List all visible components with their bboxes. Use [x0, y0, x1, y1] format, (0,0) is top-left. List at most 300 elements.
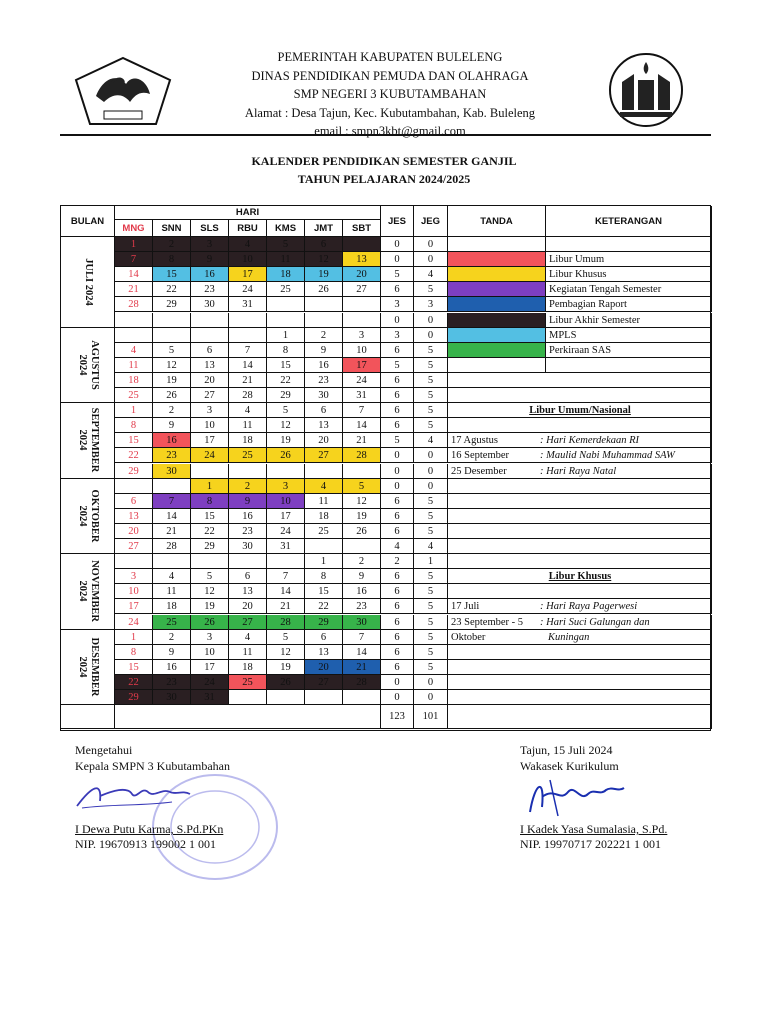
jeg-cell: 4	[414, 539, 448, 554]
day-cell: 11	[153, 584, 191, 599]
left-signature	[72, 776, 202, 816]
day-cell: 17	[343, 358, 381, 373]
day-cell: 29	[115, 690, 153, 705]
note-row	[448, 645, 712, 660]
day-cell: 1	[115, 403, 153, 418]
month-label-text: DESEMBER 2024	[76, 637, 100, 697]
day-cell: 28	[267, 615, 305, 630]
day-cell: 12	[153, 358, 191, 373]
header-kms: KMS	[267, 220, 305, 237]
libur-khusus-date: 17 Juli	[451, 601, 480, 613]
day-cell: 19	[191, 599, 229, 614]
day-cell: 10	[115, 584, 153, 599]
day-cell: 18	[115, 373, 153, 388]
day-cell: 5	[191, 569, 229, 584]
day-cell	[343, 237, 381, 252]
day-cell: 25	[115, 388, 153, 403]
jes-cell: 6	[381, 388, 414, 403]
day-cell: 30	[229, 539, 267, 554]
day-cell	[305, 464, 343, 479]
jeg-cell: 4	[414, 267, 448, 282]
right-signature	[520, 772, 630, 822]
right-signer-nip: NIP. 19970717 202221 1 001	[520, 837, 662, 851]
header-hari: HARI	[115, 206, 381, 220]
jes-cell: 3	[381, 297, 414, 312]
header-snn: SNN	[153, 220, 191, 237]
day-cell: 2	[343, 554, 381, 569]
jes-cell: 0	[381, 675, 414, 690]
jes-cell: 6	[381, 509, 414, 524]
day-cell: 20	[115, 524, 153, 539]
day-cell: 4	[229, 403, 267, 418]
day-cell	[229, 464, 267, 479]
day-cell: 7	[153, 494, 191, 509]
left-signer-nip: NIP. 19670913 199002 1 001	[75, 837, 217, 851]
day-cell	[153, 313, 191, 328]
day-cell	[343, 690, 381, 705]
jes-cell: 6	[381, 584, 414, 599]
day-cell: 20	[343, 267, 381, 282]
jeg-cell: 4	[414, 433, 448, 448]
jeg-cell: 5	[414, 358, 448, 373]
day-cell: 2	[153, 403, 191, 418]
day-cell: 21	[115, 282, 153, 297]
day-cell: 22	[115, 675, 153, 690]
jes-cell: 0	[381, 252, 414, 267]
day-cell: 4	[305, 479, 343, 494]
day-cell: 19	[267, 660, 305, 675]
total-blank	[61, 705, 115, 729]
month-label	[61, 328, 115, 404]
day-cell: 7	[229, 343, 267, 358]
day-cell: 15	[153, 267, 191, 282]
month-label-text: JULI 2024	[82, 258, 94, 306]
day-cell: 3	[191, 403, 229, 418]
jes-cell: 2	[381, 554, 414, 569]
day-cell: 8	[305, 569, 343, 584]
jeg-cell: 0	[414, 237, 448, 252]
right-sign-line1: Tajun, 15 Juli 2024	[520, 743, 613, 757]
day-cell: 23	[153, 448, 191, 463]
day-cell: 18	[229, 433, 267, 448]
day-cell	[305, 539, 343, 554]
day-cell: 24	[115, 615, 153, 630]
day-cell: 26	[305, 282, 343, 297]
legend-swatch	[448, 297, 546, 312]
day-cell: 19	[267, 433, 305, 448]
day-cell: 30	[343, 615, 381, 630]
left-signer-name: I Dewa Putu Karma, S.Pd.PKn	[75, 822, 224, 836]
legend-label: Kegiatan Tengah Semester	[546, 282, 712, 297]
day-cell: 14	[267, 584, 305, 599]
day-cell: 3	[267, 479, 305, 494]
day-cell: 18	[267, 267, 305, 282]
day-cell: 16	[305, 358, 343, 373]
day-cell: 7	[267, 569, 305, 584]
day-cell: 21	[267, 599, 305, 614]
libur-umum-desc: : Hari Kemerdekaan RI	[540, 435, 640, 447]
day-cell: 5	[343, 479, 381, 494]
day-cell: 2	[305, 328, 343, 343]
day-cell: 14	[229, 358, 267, 373]
day-cell: 30	[153, 690, 191, 705]
day-cell: 10	[191, 418, 229, 433]
jes-cell: 6	[381, 403, 414, 418]
day-cell: 29	[153, 297, 191, 312]
day-cell	[191, 554, 229, 569]
jeg-cell: 5	[414, 388, 448, 403]
month-label	[61, 403, 115, 479]
jeg-cell: 0	[414, 328, 448, 343]
day-cell: 21	[343, 660, 381, 675]
header-jmt: JMT	[305, 220, 343, 237]
day-cell: 13	[191, 358, 229, 373]
day-cell: 16	[153, 433, 191, 448]
day-cell: 18	[153, 599, 191, 614]
libur-umum-desc: : Hari Raya Natal	[540, 465, 617, 477]
day-cell: 7	[115, 252, 153, 267]
jeg-cell: 3	[414, 297, 448, 312]
jes-cell: 6	[381, 524, 414, 539]
legend-blank	[448, 358, 546, 373]
jeg-cell: 5	[414, 494, 448, 509]
header-divider	[60, 134, 711, 136]
jes-cell: 6	[381, 494, 414, 509]
day-cell: 17	[267, 509, 305, 524]
day-cell: 26	[267, 448, 305, 463]
calendar-table	[60, 205, 711, 731]
header-email: email : smpn3kbt@gmail.com	[314, 124, 466, 138]
note-row	[448, 524, 712, 539]
legend-swatch	[448, 343, 546, 358]
header-address: Alamat : Desa Tajun, Kec. Kubutambahan, Kab. Buleleng	[244, 105, 536, 120]
jeg-cell: 5	[414, 599, 448, 614]
day-cell: 31	[267, 539, 305, 554]
day-cell: 29	[191, 539, 229, 554]
right-sign-line2: Wakasek Kurikulum	[520, 759, 619, 773]
day-cell: 11	[115, 358, 153, 373]
note-row	[448, 675, 712, 690]
day-cell	[115, 328, 153, 343]
day-cell: 31	[343, 388, 381, 403]
day-cell: 22	[115, 448, 153, 463]
day-cell: 3	[343, 328, 381, 343]
day-cell: 13	[343, 252, 381, 267]
day-cell: 31	[191, 690, 229, 705]
day-cell	[229, 554, 267, 569]
day-cell: 6	[305, 403, 343, 418]
day-cell: 19	[343, 509, 381, 524]
day-cell	[191, 328, 229, 343]
day-cell: 7	[343, 403, 381, 418]
document-title: KALENDER PENDIDIKAN SEMESTER GANJIL	[251, 154, 517, 168]
month-label-text: NOVEMBER 2024	[76, 560, 100, 623]
jes-cell: 6	[381, 418, 414, 433]
legend-swatch	[448, 313, 546, 328]
header-jes: JES	[381, 206, 414, 237]
day-cell	[229, 690, 267, 705]
day-cell: 4	[115, 343, 153, 358]
day-cell	[153, 479, 191, 494]
header-tanda: TANDA	[448, 206, 546, 237]
day-cell: 10	[229, 252, 267, 267]
day-cell: 17	[191, 660, 229, 675]
day-cell: 9	[153, 418, 191, 433]
day-cell: 4	[153, 569, 191, 584]
day-cell: 1	[115, 630, 153, 645]
day-cell	[305, 690, 343, 705]
jes-cell: 5	[381, 433, 414, 448]
legend-label: Perkiraan SAS	[546, 343, 712, 358]
header-line1: PEMERINTAH KABUPATEN BULELENG	[277, 50, 503, 64]
day-cell: 16	[343, 584, 381, 599]
day-cell	[153, 554, 191, 569]
day-cell	[191, 313, 229, 328]
header-rbu: RBU	[229, 220, 267, 237]
jeg-cell: 5	[414, 645, 448, 660]
jeg-cell: 5	[414, 282, 448, 297]
day-cell: 26	[343, 524, 381, 539]
day-cell: 21	[343, 433, 381, 448]
libur-umum-date: 16 September	[451, 450, 510, 462]
day-cell: 30	[191, 297, 229, 312]
day-cell: 14	[343, 645, 381, 660]
day-cell: 25	[229, 675, 267, 690]
day-cell	[305, 297, 343, 312]
total-jeg: 101	[414, 705, 448, 729]
day-cell	[343, 539, 381, 554]
day-cell: 31	[229, 297, 267, 312]
day-cell: 28	[229, 388, 267, 403]
day-cell: 8	[153, 252, 191, 267]
day-cell: 29	[115, 464, 153, 479]
day-cell: 2	[229, 479, 267, 494]
day-cell: 12	[191, 584, 229, 599]
jeg-cell: 0	[414, 448, 448, 463]
legend-blank	[448, 237, 546, 252]
day-cell: 23	[153, 675, 191, 690]
day-cell: 22	[191, 524, 229, 539]
day-cell: 16	[191, 267, 229, 282]
jes-cell: 5	[381, 267, 414, 282]
day-cell	[343, 313, 381, 328]
day-cell: 15	[115, 433, 153, 448]
libur-khusus-title: Libur Khusus	[548, 571, 612, 583]
jes-cell: 6	[381, 282, 414, 297]
jes-cell: 3	[381, 328, 414, 343]
day-cell: 5	[153, 343, 191, 358]
day-cell: 7	[343, 630, 381, 645]
day-cell: 25	[153, 615, 191, 630]
day-cell: 17	[115, 599, 153, 614]
libur-khusus-date: Oktober	[451, 631, 486, 643]
day-cell: 19	[153, 373, 191, 388]
note-row	[448, 373, 712, 388]
jes-cell: 6	[381, 630, 414, 645]
day-cell: 27	[115, 539, 153, 554]
jeg-cell: 5	[414, 615, 448, 630]
header-line2: DINAS PENDIDIKAN PEMUDA DAN OLAHRAGA	[251, 68, 529, 83]
day-cell: 8	[115, 645, 153, 660]
libur-khusus-desc: : Hari Suci Galungan dan	[540, 616, 650, 628]
jeg-cell: 5	[414, 509, 448, 524]
day-cell: 16	[153, 660, 191, 675]
legend-swatch	[448, 328, 546, 343]
jes-cell: 6	[381, 569, 414, 584]
day-cell: 1	[267, 328, 305, 343]
month-label-text: AGUSTUS 2024	[76, 340, 100, 390]
jeg-cell: 0	[414, 313, 448, 328]
day-cell	[305, 313, 343, 328]
day-cell: 18	[305, 509, 343, 524]
day-cell: 15	[191, 509, 229, 524]
day-cell: 24	[191, 675, 229, 690]
day-cell: 25	[267, 282, 305, 297]
day-cell: 25	[305, 524, 343, 539]
day-cell: 21	[229, 373, 267, 388]
day-cell: 26	[191, 615, 229, 630]
day-cell: 15	[305, 584, 343, 599]
day-cell: 24	[229, 282, 267, 297]
day-cell: 27	[229, 615, 267, 630]
day-cell	[267, 690, 305, 705]
legend-swatch	[448, 282, 546, 297]
day-cell: 21	[153, 524, 191, 539]
day-cell	[115, 554, 153, 569]
header-sbt: SBT	[343, 220, 381, 237]
month-label-text: SEPTEMBER 2024	[76, 407, 100, 473]
legend-blank	[546, 358, 712, 373]
day-cell: 4	[229, 237, 267, 252]
note-row	[448, 690, 712, 705]
day-cell: 22	[153, 282, 191, 297]
jeg-cell: 5	[414, 630, 448, 645]
day-cell	[267, 313, 305, 328]
day-cell: 9	[153, 645, 191, 660]
day-cell: 30	[153, 464, 191, 479]
day-cell	[229, 328, 267, 343]
jeg-cell: 0	[414, 464, 448, 479]
jeg-cell: 5	[414, 569, 448, 584]
legend-swatch	[448, 267, 546, 282]
day-cell: 10	[343, 343, 381, 358]
day-cell: 11	[229, 645, 267, 660]
day-cell: 22	[267, 373, 305, 388]
day-cell: 3	[191, 237, 229, 252]
left-sign-line1: Mengetahui	[75, 743, 133, 757]
jes-cell: 0	[381, 313, 414, 328]
day-cell: 3	[115, 569, 153, 584]
libur-khusus-date: 23 September - 5	[451, 616, 524, 628]
month-label	[61, 554, 115, 630]
day-cell: 9	[229, 494, 267, 509]
legend-label: Libur Khusus	[546, 267, 712, 282]
day-cell: 5	[267, 630, 305, 645]
legend-label: MPLS	[546, 328, 712, 343]
day-cell: 20	[191, 373, 229, 388]
day-cell: 27	[305, 448, 343, 463]
day-cell: 9	[191, 252, 229, 267]
header-jeg: JEG	[414, 206, 448, 237]
note-row	[448, 554, 712, 569]
jes-cell: 5	[381, 358, 414, 373]
day-cell: 1	[191, 479, 229, 494]
day-cell: 9	[343, 569, 381, 584]
day-cell: 1	[115, 237, 153, 252]
header-bulan: BULAN	[61, 206, 115, 237]
day-cell: 11	[305, 494, 343, 509]
note-row	[448, 388, 712, 403]
day-cell: 12	[305, 252, 343, 267]
total-blank	[115, 705, 381, 729]
day-cell: 22	[305, 599, 343, 614]
jeg-cell: 5	[414, 343, 448, 358]
day-cell: 20	[305, 433, 343, 448]
day-cell	[267, 554, 305, 569]
day-cell: 14	[153, 509, 191, 524]
day-cell: 19	[305, 267, 343, 282]
day-cell: 28	[153, 539, 191, 554]
day-cell: 12	[267, 645, 305, 660]
month-label	[61, 237, 115, 328]
day-cell: 5	[267, 403, 305, 418]
day-cell: 11	[229, 418, 267, 433]
jeg-cell: 1	[414, 554, 448, 569]
day-cell: 5	[267, 237, 305, 252]
legend-label: Libur Akhir Semester	[546, 313, 712, 328]
day-cell: 28	[115, 297, 153, 312]
day-cell: 23	[229, 524, 267, 539]
day-cell: 12	[267, 418, 305, 433]
day-cell: 4	[229, 630, 267, 645]
day-cell: 15	[115, 660, 153, 675]
day-cell: 11	[267, 252, 305, 267]
libur-khusus-desc: Kuningan	[548, 631, 590, 643]
jes-cell: 0	[381, 479, 414, 494]
day-cell: 13	[229, 584, 267, 599]
note-row	[448, 660, 712, 675]
header-mng: MNG	[115, 220, 153, 237]
regency-logo	[74, 56, 172, 126]
jes-cell: 6	[381, 615, 414, 630]
day-cell: 13	[115, 509, 153, 524]
jeg-cell: 5	[414, 524, 448, 539]
jeg-cell: 5	[414, 373, 448, 388]
day-cell: 20	[305, 660, 343, 675]
day-cell	[115, 313, 153, 328]
libur-umum-date: 25 Desember	[451, 465, 507, 477]
day-cell: 8	[115, 418, 153, 433]
day-cell: 17	[191, 433, 229, 448]
day-cell: 12	[343, 494, 381, 509]
day-cell: 29	[267, 388, 305, 403]
note-row	[448, 479, 712, 494]
day-cell: 26	[153, 388, 191, 403]
libur-umum-title: Libur Umum/Nasional	[529, 405, 631, 417]
month-label	[61, 630, 115, 706]
day-cell: 6	[305, 630, 343, 645]
jes-cell: 0	[381, 464, 414, 479]
day-cell: 20	[229, 599, 267, 614]
day-cell: 15	[267, 358, 305, 373]
month-label-text: OKTOBER 2024	[76, 489, 100, 543]
day-cell: 13	[305, 645, 343, 660]
day-cell: 10	[267, 494, 305, 509]
jes-cell: 6	[381, 373, 414, 388]
left-sign-line2: Kepala SMPN 3 Kubutambahan	[75, 759, 230, 773]
note-row	[448, 509, 712, 524]
jes-cell: 6	[381, 599, 414, 614]
